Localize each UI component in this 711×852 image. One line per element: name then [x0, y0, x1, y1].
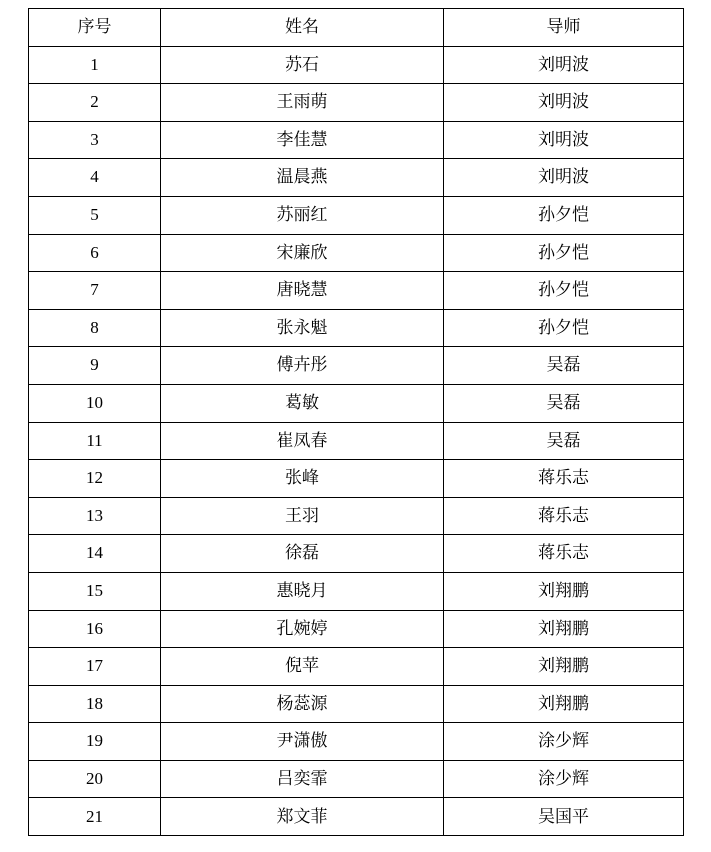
table-row	[29, 535, 684, 573]
table-row	[29, 723, 684, 761]
cell-name: 郑文菲	[161, 798, 444, 836]
cell-advisor: 孙夕恺	[444, 196, 684, 234]
cell-name: 葛敏	[161, 384, 444, 422]
cell-advisor: 刘明波	[444, 46, 684, 84]
cell-advisor: 刘翔鹏	[444, 648, 684, 686]
cell-advisor: 蒋乐志	[444, 460, 684, 498]
cell-index: 15	[29, 572, 161, 610]
cell-index: 1	[29, 46, 161, 84]
cell-index: 5	[29, 196, 161, 234]
cell-name: 倪苹	[161, 648, 444, 686]
cell-index: 11	[29, 422, 161, 460]
cell-index: 16	[29, 610, 161, 648]
table-row	[29, 798, 684, 836]
cell-advisor: 孙夕恺	[444, 234, 684, 272]
cell-name: 张峰	[161, 460, 444, 498]
cell-index: 13	[29, 497, 161, 535]
cell-index: 8	[29, 309, 161, 347]
cell-index: 2	[29, 84, 161, 122]
cell-index: 20	[29, 760, 161, 798]
cell-name: 崔凤春	[161, 422, 444, 460]
table-row	[29, 84, 684, 122]
cell-index: 14	[29, 535, 161, 573]
table-row	[29, 685, 684, 723]
cell-advisor: 蒋乐志	[444, 497, 684, 535]
cell-name: 苏丽红	[161, 196, 444, 234]
cell-advisor: 刘明波	[444, 84, 684, 122]
cell-index: 9	[29, 347, 161, 385]
cell-advisor: 孙夕恺	[444, 272, 684, 310]
table-header-row	[29, 9, 684, 47]
table-row	[29, 347, 684, 385]
cell-index: 21	[29, 798, 161, 836]
cell-advisor: 吴磊	[444, 422, 684, 460]
cell-advisor: 孙夕恺	[444, 309, 684, 347]
table-header	[29, 9, 684, 47]
table-row	[29, 384, 684, 422]
cell-advisor: 蒋乐志	[444, 535, 684, 573]
table-row	[29, 159, 684, 197]
cell-name: 尹潇傲	[161, 723, 444, 761]
cell-index: 3	[29, 121, 161, 159]
cell-advisor: 刘翔鹏	[444, 572, 684, 610]
cell-index: 17	[29, 648, 161, 686]
cell-advisor: 刘翔鹏	[444, 685, 684, 723]
cell-advisor: 涂少辉	[444, 760, 684, 798]
cell-advisor: 吴磊	[444, 347, 684, 385]
cell-name: 唐晓慧	[161, 272, 444, 310]
table-row	[29, 422, 684, 460]
table-row	[29, 309, 684, 347]
table-body	[29, 46, 684, 835]
cell-index: 7	[29, 272, 161, 310]
cell-name: 傅卉彤	[161, 347, 444, 385]
table-row	[29, 234, 684, 272]
cell-advisor: 吴国平	[444, 798, 684, 836]
cell-index: 19	[29, 723, 161, 761]
column-header-index: 序号	[29, 9, 161, 47]
table-row	[29, 46, 684, 84]
cell-name: 李佳慧	[161, 121, 444, 159]
cell-advisor: 刘明波	[444, 121, 684, 159]
table-row	[29, 121, 684, 159]
cell-name: 惠晓月	[161, 572, 444, 610]
table-row	[29, 272, 684, 310]
cell-name: 王羽	[161, 497, 444, 535]
column-header-advisor: 导师	[444, 9, 684, 47]
table-row	[29, 497, 684, 535]
cell-advisor: 吴磊	[444, 384, 684, 422]
column-header-name: 姓名	[161, 9, 444, 47]
table-row	[29, 610, 684, 648]
cell-advisor: 刘明波	[444, 159, 684, 197]
cell-index: 4	[29, 159, 161, 197]
cell-index: 18	[29, 685, 161, 723]
table-row	[29, 196, 684, 234]
cell-name: 温晨燕	[161, 159, 444, 197]
cell-name: 徐磊	[161, 535, 444, 573]
table-row	[29, 572, 684, 610]
cell-name: 宋廉欣	[161, 234, 444, 272]
cell-name: 张永魁	[161, 309, 444, 347]
cell-name: 杨蕊源	[161, 685, 444, 723]
roster-table	[28, 8, 684, 836]
cell-name: 孔婉婷	[161, 610, 444, 648]
cell-name: 吕奕霏	[161, 760, 444, 798]
cell-index: 10	[29, 384, 161, 422]
table-row	[29, 460, 684, 498]
table-row	[29, 760, 684, 798]
cell-index: 12	[29, 460, 161, 498]
cell-advisor: 刘翔鹏	[444, 610, 684, 648]
cell-name: 苏石	[161, 46, 444, 84]
cell-advisor: 涂少辉	[444, 723, 684, 761]
table-row	[29, 648, 684, 686]
cell-name: 王雨萌	[161, 84, 444, 122]
cell-index: 6	[29, 234, 161, 272]
